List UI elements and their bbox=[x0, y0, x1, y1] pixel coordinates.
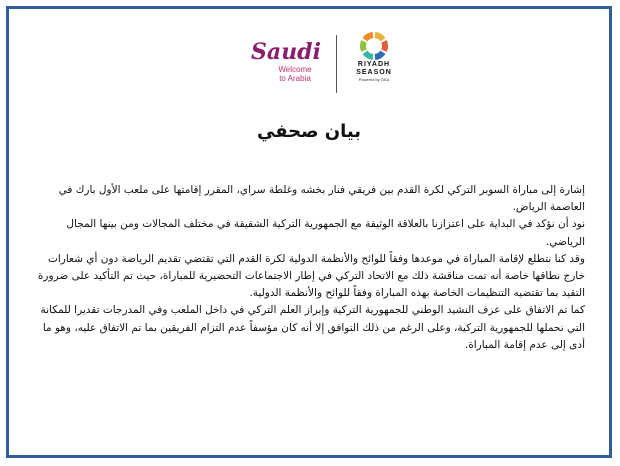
saudi-welcome-logo bbox=[241, 39, 331, 91]
logo-divider bbox=[336, 35, 337, 93]
ring-segment bbox=[365, 52, 373, 57]
document-frame bbox=[6, 6, 612, 458]
riyadh-season-line-2: SEASON bbox=[356, 69, 392, 76]
statement-body bbox=[31, 182, 585, 354]
ring-segment bbox=[384, 41, 385, 50]
powered-by-brand: GEA bbox=[380, 77, 390, 82]
statement-paragraph-1: إشارة إلى مباراة السوبر التركي لكرة القدم بين فريقي فنار بخشه وغلطة سراي، المقرر إقامتها على ملعب الأول بارك في العاصمة الرياض. bbox=[58, 184, 585, 214]
saudi-tagline-2: to Arabia bbox=[279, 74, 311, 83]
page-title: بيان صحفي bbox=[256, 121, 362, 142]
statement-paragraph-3: وقد كنا نتطلع لإقامة المباراة في موعدها وفقاً للوائح والأنظمة الدولية لكرة القدم التي تقتضي تقديم الرياضة دون أي شعارات خارج نطاقها خاصة أنه تمت مناقشة ذلك مع الاتحاد التركي في إطار الاجتماعات التحضيرية للمباراة، حيث تم التأكيد على ضرورة التقيد بما تقتضيه التنظيمات الخاصة بهذه المباراة وفقاً للوائح والأنظمة الدولية. bbox=[37, 252, 585, 300]
saudi-tagline-1: Welcome bbox=[278, 65, 312, 74]
statement-paragraph-4: كما تم الاتفاق على عزف النشيد الوطني للجمهورية التركية وإبراز العلم التركي في داخل الملعب وفي المدرجات تقديرا للمكانة التي نحملها للجمهورية التركية، وعلى الرغم من ذلك التوافق إلا أنه كان مؤسفاً عدم التزام الفريقين بما تم الاتفاق عليه، وهو ما أدى إلى عدم إقامة المباراة. bbox=[40, 304, 585, 351]
saudi-wordmark: Saudi bbox=[251, 39, 321, 65]
header-logos bbox=[9, 31, 609, 101]
ring-segment bbox=[375, 35, 383, 40]
statement-paragraph-2: نود أن نؤكد في البداية على اعتزازنا بالعلاقة الوثيقة مع الجمهورية التركية الشقيقة في مختلف المجالات ومن بينها المجال الرياضي. bbox=[66, 218, 585, 248]
riyadh-season-powered bbox=[347, 77, 401, 82]
riyadh-season-logo bbox=[347, 31, 401, 97]
riyadh-season-line-1: RIYADH bbox=[357, 61, 391, 68]
ring-segment bbox=[375, 52, 383, 57]
ring-segment bbox=[363, 41, 364, 50]
ring-segment bbox=[365, 35, 373, 40]
powered-by-label: Powered by bbox=[358, 77, 380, 82]
riyadh-season-ring-icon bbox=[359, 31, 389, 61]
